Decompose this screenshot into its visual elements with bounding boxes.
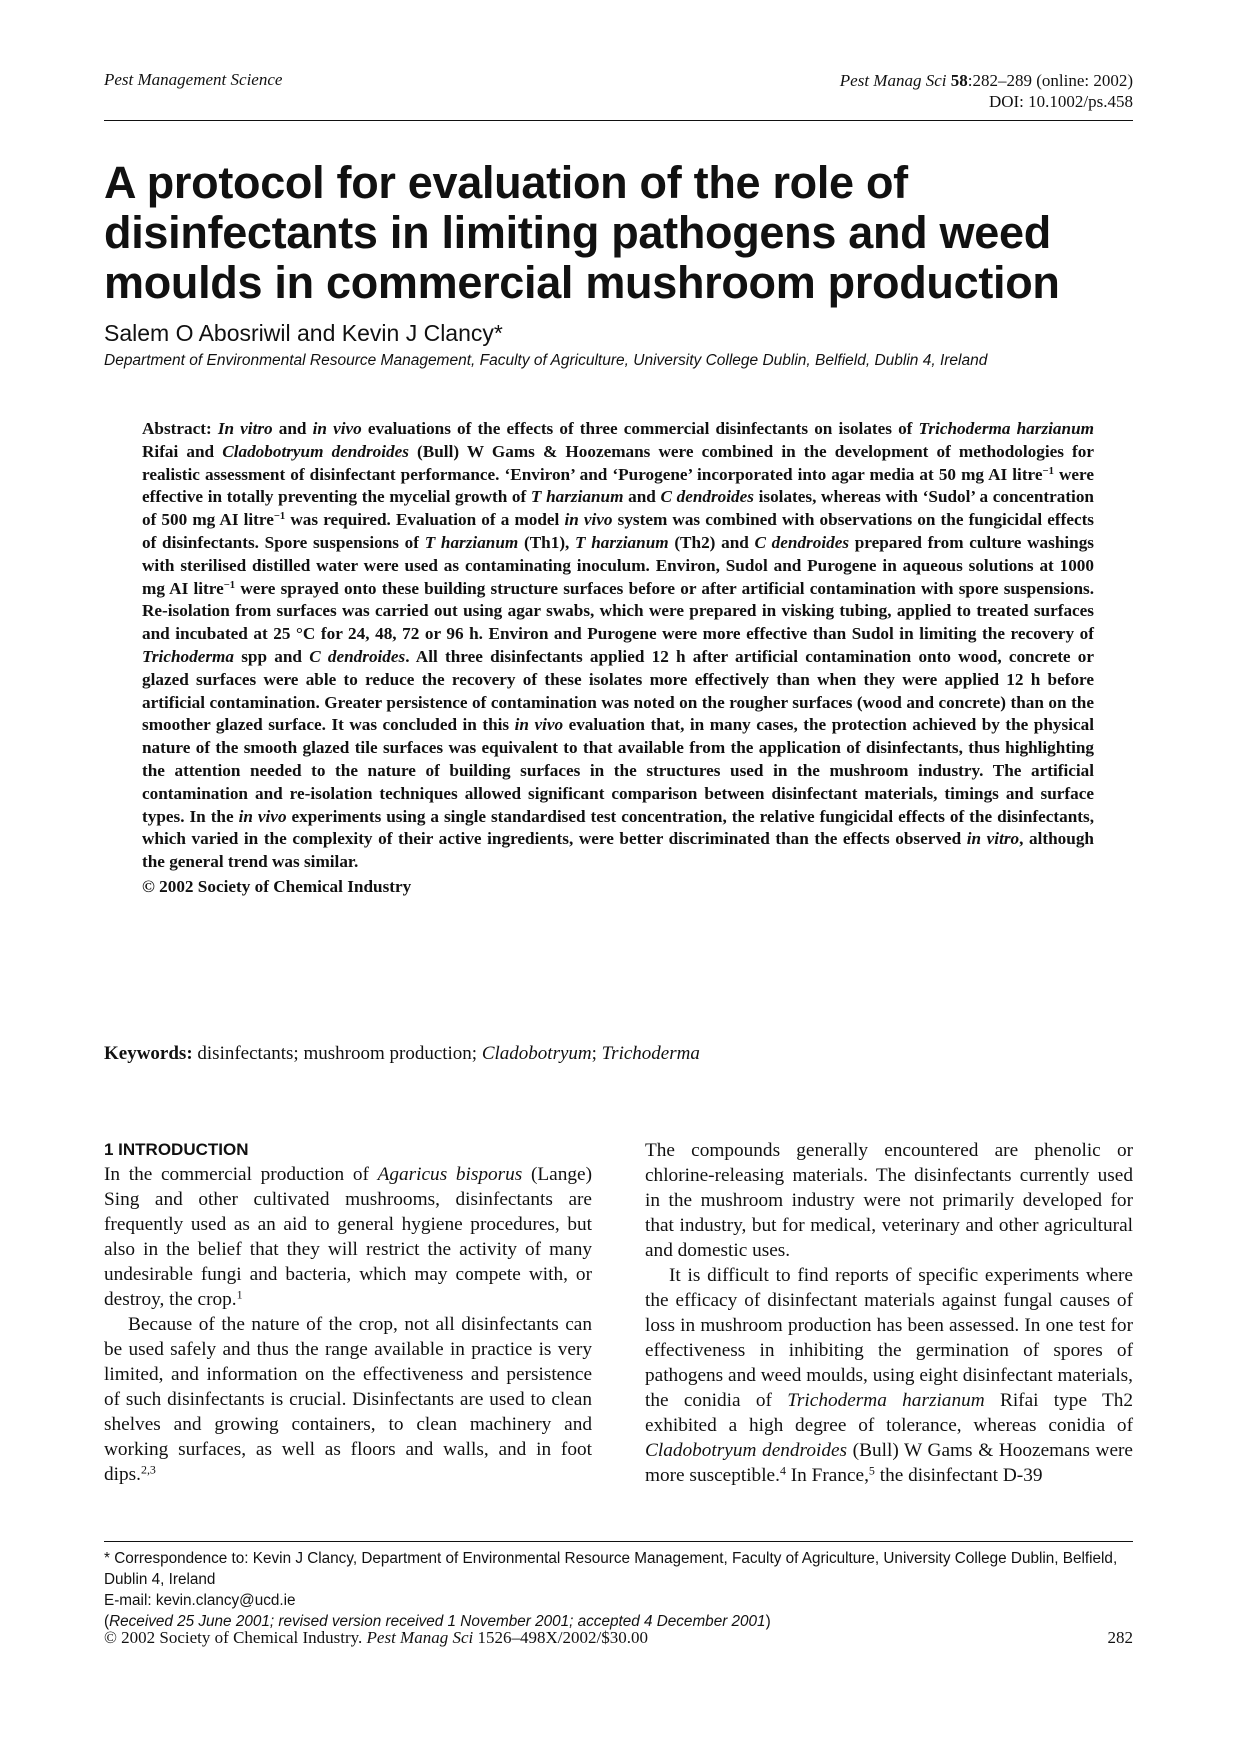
footer-journal: Pest Manag Sci <box>366 1628 474 1647</box>
received-dates: (Received 25 June 2001; revised version received 1 November 2001; accepted 4 December 2001) <box>104 1613 771 1630</box>
authors: Salem O Abosriwil and Kevin J Clancy* <box>104 320 503 346</box>
keyword-cladobotryum: Cladobotryum <box>481 1043 592 1064</box>
received-text: Received 25 June 2001; revised version received 1 November 2001; accepted 4 December 2001 <box>109 1613 766 1630</box>
header-rule <box>104 120 1133 121</box>
footer-copyright-line <box>104 1628 648 1648</box>
keywords <box>104 1043 700 1065</box>
citation-volume: 58 <box>950 71 968 90</box>
intro-paragraph-4: It is difficult to find reports of specific experiments where the efficacy of disinfectant materials against fungal causes of loss in mushroom production has been assessed. In one test for effectiveness in inhibiting the germination of spores of pathogens and weed moulds, using eight disinfectant materials, the conidia of Trichoderma harzianum Rifai type Th2 exhibited a high degree of tolerance, whereas conidia of Cladobotryum dendroides (Bull) W Gams & Hoozemans were more susceptible.$^4$ In France,$^5$ the disinfectant D-39 <box>645 1265 1134 1486</box>
doi: DOI: 10.1002/ps.458 <box>988 92 1133 111</box>
keywords-label: Keywords: <box>104 1043 193 1064</box>
correspondence: * Correspondence to: Kevin J Clancy, Department of Environmental Resource Management, Faculty of Agriculture, University College Dublin, Belfield, Dublin 4, Ireland <box>104 1550 1118 1588</box>
keyword-trichoderma: Trichoderma <box>601 1043 700 1064</box>
citation-journal: Pest Manag Sci <box>839 71 947 90</box>
article-title: A protocol for evaluation of the role of disinfectants in limiting pathogens and weed moulds in commercial mushroom production <box>104 157 1060 308</box>
intro-right-column <box>645 1138 1133 1488</box>
citation-pages: :282–289 (online: 2002) <box>967 71 1133 90</box>
footer-issn: 1526–498X/2002/$30.00 <box>477 1628 648 1647</box>
intro-paragraph-1: In the commercial production of Agaricus bisporus (Lange) Sing and other cultivated mushrooms, disinfectants are frequently used as an aid to general hygiene procedures, but also in the belief that they will restrict the activity of many undesirable fungi and bacteria, which may compete with, or destroy, the crop.$^1$ <box>104 1164 592 1310</box>
intro-paragraph-3: The compounds generally encountered are phenolic or chlorine-releasing materials. The disinfectants currently used in the mushroom industry were not primarily developed for that industry, but for medical, veterinary and other agricultural and domestic uses. <box>645 1140 1133 1261</box>
abstract-copyright: © 2002 Society of Chemical Industry <box>142 876 412 896</box>
section-heading: 1 INTRODUCTION <box>104 1140 249 1159</box>
footer-copyright: © 2002 Society of Chemical Industry. <box>104 1628 363 1647</box>
citation-line <box>840 70 1133 91</box>
intro-left-column <box>104 1138 592 1487</box>
affiliation: Department of Environmental Resource Management, Faculty of Agriculture, University College Dublin, Belfield, Dublin 4, Ireland <box>104 352 988 369</box>
intro-paragraph-2: Because of the nature of the crop, not all disinfectants can be used safely and thus the range available in practice is very limited, and information on the effectiveness and persistence of such disinfectants is crucial. Disinfectants are used to clean shelves and growing containers, to clean machinery and working surfaces, as well as floors and walls, and in foot dips.$^{2,3}$ <box>104 1314 592 1485</box>
footnote-rule <box>104 1541 1133 1542</box>
keywords-plain: disinfectants; mushroom production; <box>197 1043 482 1064</box>
footnote <box>104 1548 1134 1632</box>
abstract-label: Abstract: <box>142 419 212 438</box>
citation-block <box>840 70 1133 112</box>
email: E-mail: kevin.clancy@ucd.ie <box>104 1592 296 1609</box>
abstract: Abstract: In vitro and in vivo evaluations of the effects of three commercial disinfectants on isolates of Trichoderma harzianum Rifai and Cladobotryum dendroides (Bull) W Gams & Hoozemans were combined in the development of methodologies for realistic assessment of disinfectant performance. ‘Environ’ and ‘Purogene’ incorporated into agar media at 50 mg AI litre$^{-1}$ were effective in totally preventing the mycelial growth of T harzianum and C dendroides isolates, whereas with ‘Sudol’ a concentration of 500 mg AI litre$^{-1}$ was required. Evaluation of a model in vivo system was combined with observations on the fungicidal effects of disinfectants. Spore suspensions of T harzianum (Th1), T harzianum (Th2) and C dendroides prepared from culture washings with sterilised distilled water were used as contaminating inoculum. Environ, Sudol and Purogene in aqueous solutions at 1000 mg AI litre$^{-1}$ were sprayed onto these building structure surfaces before or after artificial contamination with spore suspensions. Re-isolation from surfaces was carried out using agar swabs, which were prepared in visking tubing, applied to treated surfaces and incubated at 25 °C for 24, 48, 72 or 96 h. Environ and Purogene were more effective than Sudol in limiting the recovery of Trichoderma spp and C dendroides. All three disinfectants applied 12 h after artificial contamination onto wood, concrete or glazed surfaces were able to reduce the recovery of these isolates more effectively than when they were applied 12 h before artificial contamination. Greater persistence of contamination was noted on the rougher surfaces (wood and concrete) than on the smoother glazed surface. It was concluded in this in vivo evaluation that, in many cases, the protection achieved by the physical nature of the smooth glazed tile surfaces was equivalent to that available from the application of disinfectants, thus highlighting the attention needed to the nature of building surfaces in the structures used in the mushroom industry. The artificial contamination and re-isolation techniques allowed significant comparison between disinfectant materials, timings and surface types. In the in vivo experiments using a single standardised test concentration, the relative fungicidal effects of the disinfectants, which varied in the complexity of their active ingredients, were better discriminated than the effects observed in vitro, although the general trend was similar. © 2002 Society of Chemical Industry <box>142 418 1094 899</box>
page-number: 282 <box>1107 1628 1133 1647</box>
journal-name: Pest Management Science <box>104 70 283 89</box>
keywords-separator: ; <box>591 1043 602 1064</box>
